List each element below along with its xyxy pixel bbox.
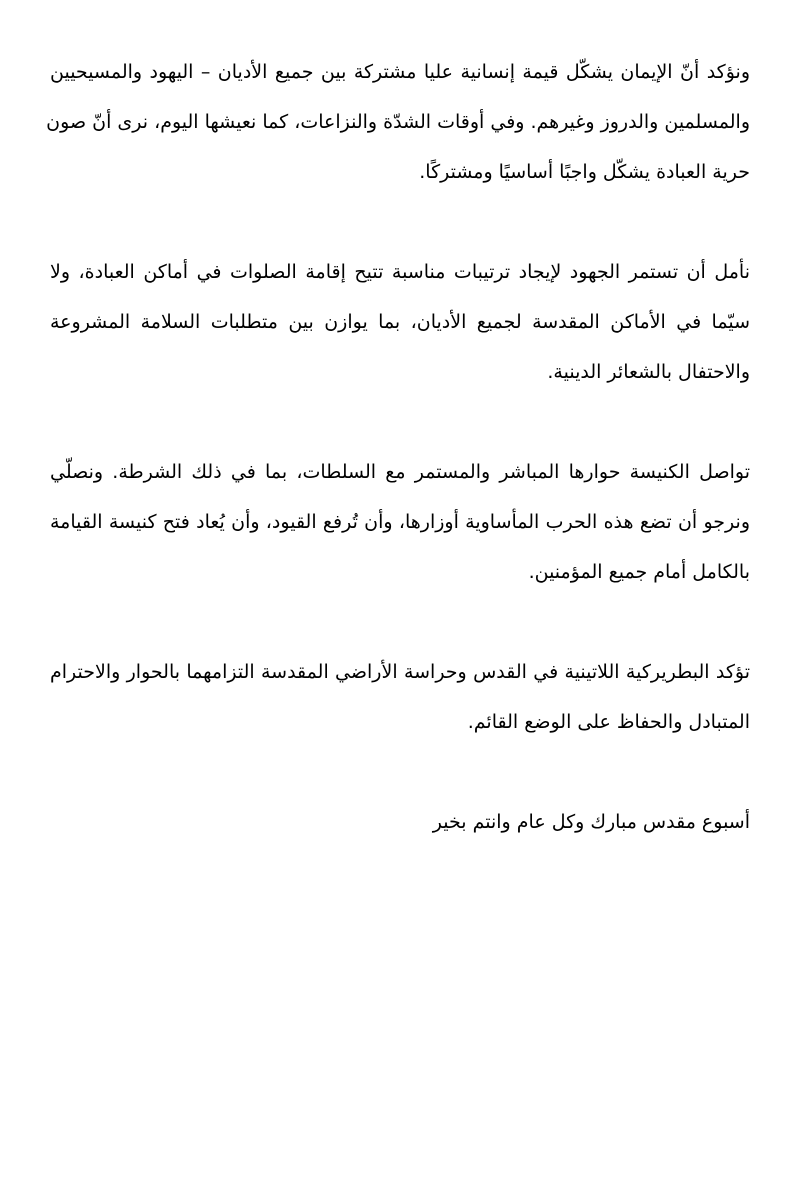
- text-line: سيّما في الأماكن المقدسة لجميع الأديان، بما يوازن بين متطلبات السلامة المشروعة: [50, 311, 750, 333]
- text-line: نأمل أن تستمر الجهود لإيجاد ترتيبات مناسبة تتيح إقامة الصلوات في أماكن العبادة، ولا: [50, 261, 750, 283]
- text-line: أسبوع مقدس مبارك وكل عام وانتم بخير: [432, 811, 750, 833]
- paragraph-greeting: [50, 800, 750, 850]
- paragraph-church-dialogue: [50, 450, 750, 600]
- text-line: تؤكد البطريركية اللاتينية في القدس وحراسة الأراضي المقدسة التزامهما بالحوار والاحترام: [50, 661, 750, 683]
- text-line: والمسلمين والدروز وغيرهم. وفي أوقات الشدّة والنزاعات، كما نعيشها اليوم، نرى أنّ صون: [46, 111, 750, 133]
- text-line: ونؤكد أنّ الإيمان يشكّل قيمة إنسانية عليا مشتركة بين جميع الأديان – اليهود والمسيحيين: [50, 61, 750, 83]
- document-body: [46, 50, 750, 900]
- paragraph-worship-freedom: [46, 50, 750, 200]
- text-line: والاحتفال بالشعائر الدينية.: [547, 361, 750, 383]
- text-line: بالكامل أمام جميع المؤمنين.: [528, 561, 750, 583]
- text-line: ونرجو أن تضع هذه الحرب المأساوية أوزارها، وأن تُرفع القيود، وأن يُعاد فتح كنيسة القيامة: [50, 511, 750, 533]
- text-line: المتبادل والحفاظ على الوضع القائم.: [467, 711, 750, 733]
- paragraph-prayer-arrangements: [50, 250, 750, 400]
- text-line: تواصل الكنيسة حوارها المباشر والمستمر مع السلطات، بما في ذلك الشرطة. ونصلّي: [50, 461, 750, 483]
- text-line: حرية العبادة يشكّل واجبًا أساسيًا ومشتركًا.: [419, 161, 750, 183]
- paragraph-status-quo: [50, 650, 750, 750]
